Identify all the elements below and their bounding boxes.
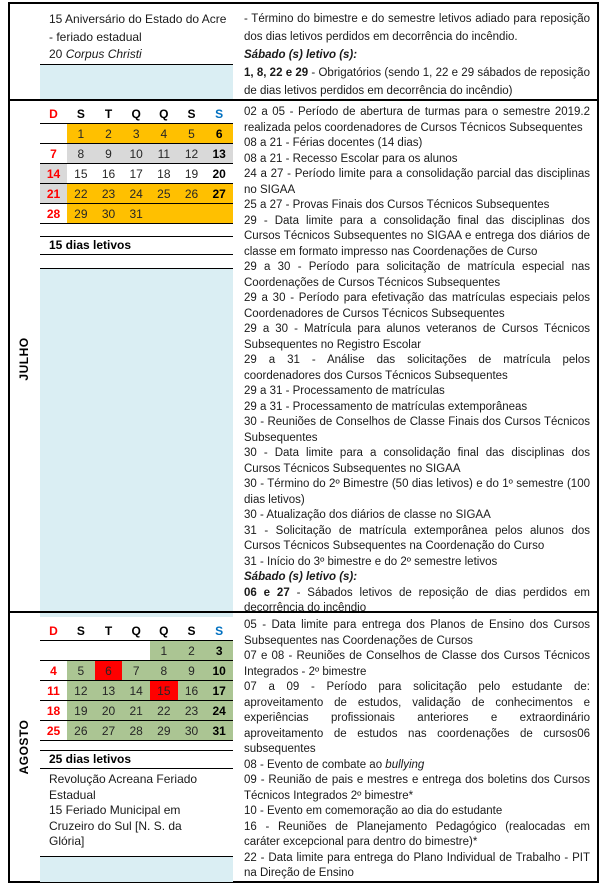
day-cell: 2 — [95, 124, 123, 143]
event-item: 29 a 30 - Período para solicitação de matrícula especial nas Coordenações de Cursos Técnicos Subsequentes — [244, 261, 590, 289]
august-events-column — [236, 613, 597, 882]
day-cell: 14 — [40, 164, 67, 183]
day-cell: 18 — [46, 703, 61, 718]
day-cell-holiday: 15 — [150, 681, 178, 700]
week-row — [40, 184, 233, 204]
event-item: 29 a 30 - Período para efetivação das matrículas especiais pelos Coordenadores de Cursos Técnicos Subsequentes — [244, 292, 590, 320]
school-days-count-july: 15 dias letivos — [40, 236, 233, 255]
section-august — [10, 611, 597, 882]
day-cell: 30 — [178, 721, 206, 740]
august-calendar-grid — [40, 621, 233, 741]
day-header: D — [49, 623, 58, 638]
week-row — [40, 661, 233, 681]
note-block-lightblue — [40, 856, 233, 882]
event-item: 31 - Início do 3º bimestre e do 2º semestre letivos — [244, 555, 498, 568]
day-cell: 28 — [122, 721, 150, 740]
holiday-line: 15 Feriado Municipal em Cruzeiro do Sul [N. S. da Glória] — [49, 803, 182, 848]
day-cell: 23 — [178, 701, 206, 720]
top-events-column — [236, 4, 597, 100]
day-cell: 4 — [50, 663, 57, 678]
day-cell: 31 — [205, 721, 233, 740]
day-cell: 19 — [184, 166, 199, 181]
day-cell: 16 — [178, 681, 206, 700]
day-cell: 7 — [122, 661, 150, 680]
day-cell: 10 — [122, 144, 150, 163]
day-cell: 25 — [150, 184, 178, 203]
event-item: 09 - Reunião de pais e mestres e entrega dos boletins dos Cursos Técnicos Integrados 2º bimestre* — [244, 774, 590, 802]
event-item: 07 e 08 - Reuniões de Conselhos de Classe dos Cursos Técnicos Integrados - 2º bimestre — [244, 650, 590, 678]
week-row — [40, 204, 233, 224]
day-cell: 5 — [67, 661, 95, 680]
event-item: 29 a 31 - Processamento de matrículas extemporâneas — [244, 400, 528, 413]
event-item: 1, 8, 22 e 29 - Obrigatórios (sendo 1, 22 e 29 sábados de reposição de dias letivos perdidos em decorrência do incêndio) — [244, 67, 590, 97]
event-item: 07 a 09 - Período para solicitação pelo estudante de: aproveitamento de estudos, validação de conhecimentos e experiências profissionais anteriores e extraordinário aproveitamento de estudos nas coordenações de cursos06 subsequentes — [244, 681, 590, 755]
day-header: S — [215, 106, 224, 121]
weekday-header-row — [40, 104, 233, 124]
school-days-count-august: 25 dias letivos — [40, 750, 233, 769]
day-cell: 7 — [50, 146, 57, 161]
event-item: 08 a 21 - Férias docentes (14 dias) — [244, 137, 423, 149]
day-cell: 21 — [122, 701, 150, 720]
top-holiday-text — [40, 6, 233, 64]
week-row — [40, 721, 233, 741]
week-row — [40, 124, 233, 144]
day-header: S — [76, 623, 85, 638]
day-cell — [40, 124, 67, 143]
day-cell: 9 — [178, 661, 206, 680]
note-block-lightblue — [40, 64, 233, 101]
day-cell: 11 — [150, 144, 178, 163]
day-header: Q — [131, 106, 141, 121]
day-cell: 13 — [205, 144, 233, 163]
event-item: 16 - Reuniões de Planejamento Pedagógico (realocadas em caráter excepcional para dentro do bimestre)* — [244, 820, 590, 848]
event-item: 30 - Reuniões de Conselhos de Classe Finais dos Cursos Técnicos Subsequentes — [244, 416, 590, 444]
week-row — [40, 701, 233, 721]
event-item: 30 - Término do 2º Bimestre (50 dias letivos) e do 1º semestre (100 dias letivos) — [244, 478, 590, 506]
event-item: 29 a 30 - Matrícula para alunos veteranos de Cursos Técnicos Subsequentes no Registro Escolar — [244, 323, 590, 351]
day-cell: 16 — [101, 166, 116, 181]
day-cell: 4 — [150, 124, 178, 143]
day-cell: 19 — [67, 701, 95, 720]
day-cell: 24 — [205, 701, 233, 720]
day-cell: 5 — [178, 124, 206, 143]
day-cell: 21 — [40, 184, 67, 203]
week-row — [40, 681, 233, 701]
day-cell: 9 — [95, 144, 123, 163]
day-cell: 6 — [205, 124, 233, 143]
event-item: 08 a 21 - Recesso Escolar para os alunos — [244, 152, 458, 165]
day-cell: 22 — [67, 184, 95, 203]
day-cell — [67, 641, 95, 660]
day-cell: 29 — [150, 721, 178, 740]
day-cell: 12 — [178, 144, 206, 163]
week-row — [40, 164, 233, 184]
day-cell: 27 — [95, 721, 123, 740]
weekday-header-row — [40, 621, 233, 641]
holiday-line: 20 Corpus Christi — [49, 47, 142, 61]
day-header: D — [49, 106, 58, 121]
top-left-column — [38, 4, 236, 100]
july-calendar-column — [38, 101, 236, 617]
day-header: S — [187, 623, 196, 638]
day-cell: 26 — [67, 721, 95, 740]
event-item: 08 - Evento de combate ao bullying — [244, 758, 425, 771]
event-item: 29 a 31 - Processamento de matrículas — [244, 385, 445, 397]
month-label-july: JULHO — [17, 337, 31, 381]
event-item: 05 - Data limite para entrega dos Planos de Ensino dos Cursos Subsequentes nas Coordenações de Cursos — [244, 619, 590, 647]
day-cell: 3 — [205, 641, 233, 660]
event-item: 31 - Solicitação de matrícula extemporânea pelos alunos dos Cursos Técnicos Subsequentes na Coordenação do Curso — [244, 524, 590, 552]
august-calendar-column — [38, 613, 236, 882]
day-cell — [40, 641, 67, 660]
event-item: 02 a 05 - Período de abertura de turmas para o semestre 2019.2 realizada pelos coordenadores de Cursos Técnicos Subsequentes — [244, 106, 590, 134]
day-cell — [205, 204, 233, 223]
week-row — [40, 641, 233, 661]
day-cell: 1 — [67, 124, 95, 143]
day-cell: 23 — [95, 184, 123, 203]
day-cell-holiday: 6 — [95, 661, 123, 680]
day-header: Q — [159, 106, 169, 121]
day-cell: 1 — [150, 641, 178, 660]
event-item: 30 - Data limite para a consolidação final das disciplinas dos Cursos Técnicos Subsequentes no SIGAA — [244, 447, 590, 475]
note-block-lightblue — [40, 268, 233, 617]
event-item: 22 - Data limite para entrega do Plano Individual de Trabalho - PIT na Direção de Ensino — [244, 851, 590, 879]
event-item: 06 e 27 - Sábados letivos de reposição de dias perdidos em decorrência do incêndio — [244, 586, 590, 614]
day-cell: 15 — [74, 166, 88, 181]
day-cell: 26 — [178, 184, 206, 203]
calendar-sheet — [8, 2, 599, 883]
day-cell: 31 — [122, 204, 150, 223]
holiday-line: - feriado estadual — [49, 29, 142, 44]
event-item: 24 a 27 - Período limite para a consolidação parcial das disciplinas no SIGAA — [244, 168, 590, 196]
day-cell: 2 — [178, 641, 206, 660]
july-calendar-grid — [40, 104, 233, 224]
august-holiday-text — [40, 769, 233, 852]
day-header: T — [104, 623, 113, 638]
day-cell: 8 — [150, 661, 178, 680]
day-cell: 22 — [150, 701, 178, 720]
day-cell: 12 — [67, 681, 95, 700]
day-cell: 25 — [46, 723, 61, 738]
event-item: 25 a 27 - Provas Finais dos Cursos Técnicos Subsequentes — [244, 199, 550, 211]
day-cell — [95, 641, 123, 660]
day-cell: 24 — [122, 184, 150, 203]
day-cell: 27 — [205, 184, 233, 203]
day-cell: 17 — [129, 166, 143, 181]
section-july — [10, 99, 597, 614]
day-cell: 20 — [95, 701, 123, 720]
section-top — [10, 4, 597, 99]
month-label-cell-empty — [10, 4, 38, 100]
day-cell: 3 — [122, 124, 150, 143]
event-item: 29 - Data limite para a consolidação final das disciplinas dos Cursos Técnicos Subsequentes no SIGAA e entrega dos diários de classe em formato impresso nas Coordenações de Curso — [244, 214, 590, 258]
day-header: S — [187, 106, 196, 121]
day-header: Q — [159, 623, 169, 638]
holiday-line: 15 Aniversário do Estado do Acre — [49, 12, 227, 26]
day-header: S — [76, 106, 85, 121]
holiday-line: Revolução Acreana Feriado Estadual — [49, 772, 198, 802]
day-cell: 18 — [157, 166, 171, 181]
day-cell: 28 — [46, 206, 61, 221]
day-cell: 14 — [122, 681, 150, 700]
day-header: T — [104, 106, 113, 121]
sabado-letivo-label: Sábado (s) letivo (s): — [244, 571, 358, 583]
month-label-august: AGOSTO — [17, 719, 31, 775]
event-item: 30 - Atualização dos diários de classe no SIGAA — [244, 509, 491, 521]
day-cell — [122, 641, 150, 660]
day-cell — [150, 204, 178, 223]
day-cell: 10 — [205, 661, 233, 680]
july-events-column — [236, 101, 597, 617]
day-header: S — [215, 623, 224, 638]
day-cell: 17 — [205, 681, 233, 700]
day-cell: 29 — [67, 204, 95, 223]
day-cell: 13 — [95, 681, 123, 700]
event-item: 29 a 31 - Análise das solicitações de matrícula pelos coordenadores dos Cursos Técnicos Subsequentes — [244, 354, 590, 382]
event-item: - Término do bimestre e do semestre letivos adiado para reposição dos dias letivos perdidos em decorrência do incêndio. — [244, 13, 590, 43]
day-cell — [178, 204, 206, 223]
day-cell: 11 — [47, 683, 60, 698]
day-cell: 30 — [95, 204, 123, 223]
week-row — [40, 144, 233, 164]
day-header: Q — [131, 623, 141, 638]
day-cell: 20 — [212, 166, 226, 181]
sabado-letivo-label: Sábado (s) letivo (s): — [244, 49, 358, 61]
event-item: 10 - Evento em comemoração ao dia do estudante — [244, 805, 503, 817]
day-cell: 8 — [67, 144, 95, 163]
